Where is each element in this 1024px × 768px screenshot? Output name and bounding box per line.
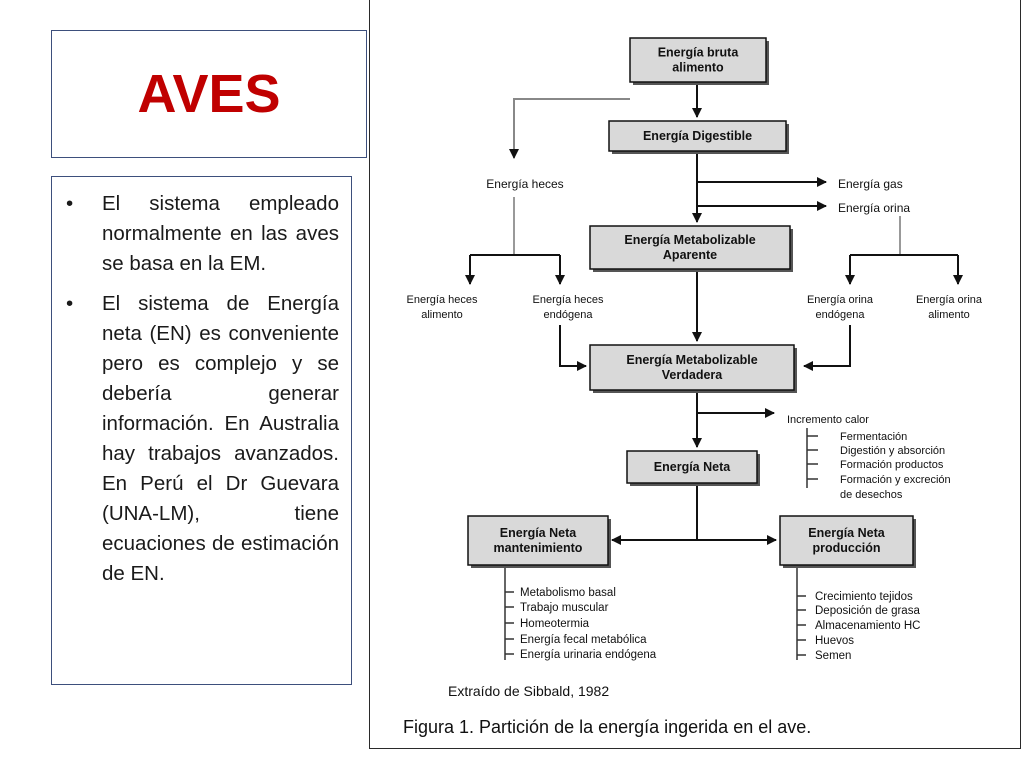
label-heces-endogena: endógena: [543, 309, 593, 321]
box-energia-digestible-text: Energía Digestible: [642, 129, 753, 143]
mantenimiento-item: Homeotermia: [520, 618, 590, 630]
mantenimiento-item: Metabolismo basal: [520, 587, 616, 599]
calor-item: Fermentación: [840, 431, 908, 443]
connector-line: [560, 325, 586, 366]
label-heces-endogena: Energía heces: [532, 294, 604, 306]
produccion-item: Huevos: [815, 635, 854, 647]
bullet-list: [64, 189, 339, 589]
produccion-item: Deposición de grasa: [815, 605, 920, 617]
box-energia-bruta-text: alimento: [672, 60, 724, 75]
bullet-icon: •: [66, 192, 74, 215]
produccion-item: Crecimiento tejidos: [815, 591, 913, 603]
bullet-text: El sistema empleado normalmente en las aves se basa en la EM.: [102, 192, 339, 275]
text-box: [51, 176, 352, 685]
label-incremento-calor: Incremento calor: [787, 414, 869, 426]
box-en-mantenimiento-text: mantenimiento: [493, 541, 583, 555]
bullet-icon: •: [66, 292, 74, 315]
box-en-produccion-text: producción: [812, 541, 881, 555]
calor-item: Formación productos: [840, 459, 944, 471]
bullet-item: [64, 189, 339, 279]
produccion-item: Semen: [815, 650, 852, 662]
bullet-text: El sistema de Energía neta (EN) es conveniente pero es complejo y se debería generar información. En Australia hay trabajos avanzados. En Perú el Dr Guevara (UNA-LM), tiene ecuaciones de estimación de EN.: [102, 292, 339, 585]
label-orina-endogena: Energía orina: [806, 294, 874, 306]
box-energia-bruta-text: Energía bruta: [657, 45, 739, 60]
box-emv-text: Verdadera: [661, 368, 723, 382]
bullet-item: [64, 289, 339, 589]
box-en-mantenimiento-text: Energía Neta: [499, 526, 577, 540]
label-heces-alimento: Energía heces: [406, 294, 478, 306]
label-orina-alimento: Energía orina: [915, 294, 983, 306]
calor-item: de desechos: [840, 489, 903, 501]
box-en-produccion-text: Energía Neta: [808, 526, 885, 540]
figure-caption: Figura 1. Partición de la energía ingerida en el ave.: [403, 717, 812, 737]
box-emv-text: Energía Metabolizable: [626, 353, 758, 367]
figure-frame: [369, 0, 1021, 749]
slide-title: AVES: [137, 64, 281, 124]
mantenimiento-item: Trabajo muscular: [520, 602, 609, 614]
box-energia-neta-text: Energía Neta: [653, 460, 731, 474]
box-ema-text: Energía Metabolizable: [624, 233, 756, 247]
energy-partition-diagram: [370, 0, 1020, 748]
label-heces-alimento: alimento: [421, 309, 463, 321]
label-energia-heces: Energía heces: [486, 177, 564, 191]
calor-item: Formación y excreción: [840, 474, 951, 486]
label-orina-endogena: endógena: [815, 309, 865, 321]
mantenimiento-item: Energía urinaria endógena: [520, 649, 657, 661]
source-note: Extraído de Sibbald, 1982: [448, 683, 610, 699]
label-orina-alimento: alimento: [928, 309, 970, 321]
mantenimiento-item: Energía fecal metabólica: [520, 634, 647, 646]
label-energia-gas: Energía gas: [838, 177, 903, 191]
box-ema-text: Aparente: [662, 248, 718, 262]
title-box: [51, 30, 367, 158]
calor-item: Digestión y absorción: [840, 445, 946, 457]
connector-line: [804, 325, 850, 366]
produccion-item: Almacenamiento HC: [815, 620, 921, 632]
label-energia-orina: Energía orina: [838, 201, 911, 215]
